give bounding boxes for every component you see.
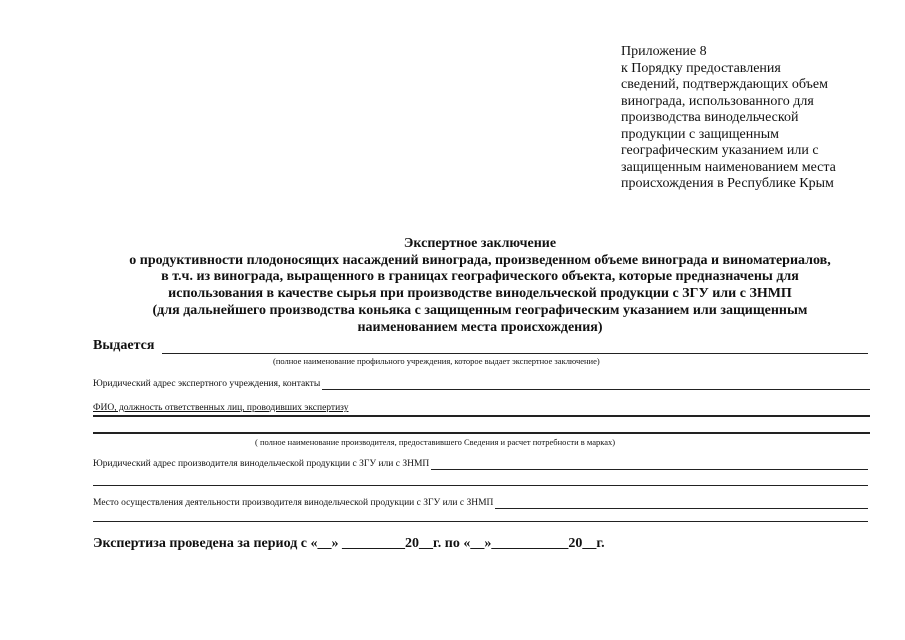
document-title — [60, 236, 900, 336]
legal-address-label: Юридический адрес экспертного учреждения, контакты — [93, 379, 321, 389]
title-line: использования в качестве сырья при производстве винодельческой продукции с ЗГУ или с ЗНМП — [168, 286, 792, 302]
appendix-line: продукции с защищенным — [621, 126, 779, 142]
appendix-line: географическим указанием или с — [621, 143, 819, 158]
appendix-line: к Порядку предоставления — [621, 60, 781, 76]
activity-place-field[interactable] — [495, 499, 868, 509]
experts-field[interactable] — [93, 415, 870, 417]
title-line: в т.ч. из винограда, выращенного в границах географического объекта, которые предназначены для — [161, 269, 799, 285]
producer-address-row — [93, 459, 868, 470]
producer-address-label: Юридический адрес производителя винодельческой продукции с ЗГУ или с ЗНМП — [93, 459, 430, 469]
issued-field[interactable] — [162, 341, 868, 354]
producer-address-field-2[interactable] — [93, 485, 868, 486]
producer-hint: ( полное наименование производителя, предоставившего Сведения и расчет потребности в марках) — [255, 437, 616, 447]
appendix-line: сведений, подтверждающих объем — [621, 77, 828, 92]
producer-address-field[interactable] — [431, 460, 868, 470]
appendix-line: происхождения в Республике Крым — [621, 176, 834, 191]
legal-address-row — [93, 379, 870, 390]
activity-place-row — [93, 498, 868, 509]
issued-row — [93, 338, 868, 354]
title-line: (для дальнейшего производства коньяка с защищенным географическим указанием или защищенным — [152, 302, 808, 318]
issued-label: Выдается — [93, 338, 155, 353]
title-line: наименованием места происхождения) — [357, 319, 603, 335]
activity-place-label: Место осуществления деятельности производителя винодельческой продукции с ЗГУ или с ЗНМП — [93, 498, 494, 508]
legal-address-field[interactable] — [322, 380, 870, 390]
appendix-line: производства винодельческой — [621, 110, 799, 125]
appendix-block — [621, 44, 891, 193]
experts-label: ФИО, должность ответственных лиц, проводивших экспертизу — [93, 403, 349, 413]
appendix-line: Приложение 8 — [621, 44, 707, 59]
title-line: о продуктивности плодоносящих насаждений винограда, произведенном объеме винограда и виноматериалов, — [129, 252, 831, 268]
expertise-period: Экспертиза проведена за период с «__» _________20__г. по «__»___________20__г. — [93, 536, 605, 551]
appendix-line: защищенным наименованием места — [621, 159, 836, 175]
activity-place-field-2[interactable] — [93, 521, 868, 522]
experts-row — [93, 403, 870, 414]
issued-hint: (полное наименование профильного учреждения, которое выдает экспертное заключение) — [273, 356, 600, 366]
producer-name-field[interactable] — [93, 432, 870, 434]
title-line: Экспертное заключение — [403, 236, 557, 251]
appendix-line: винограда, использованного для — [621, 93, 814, 109]
